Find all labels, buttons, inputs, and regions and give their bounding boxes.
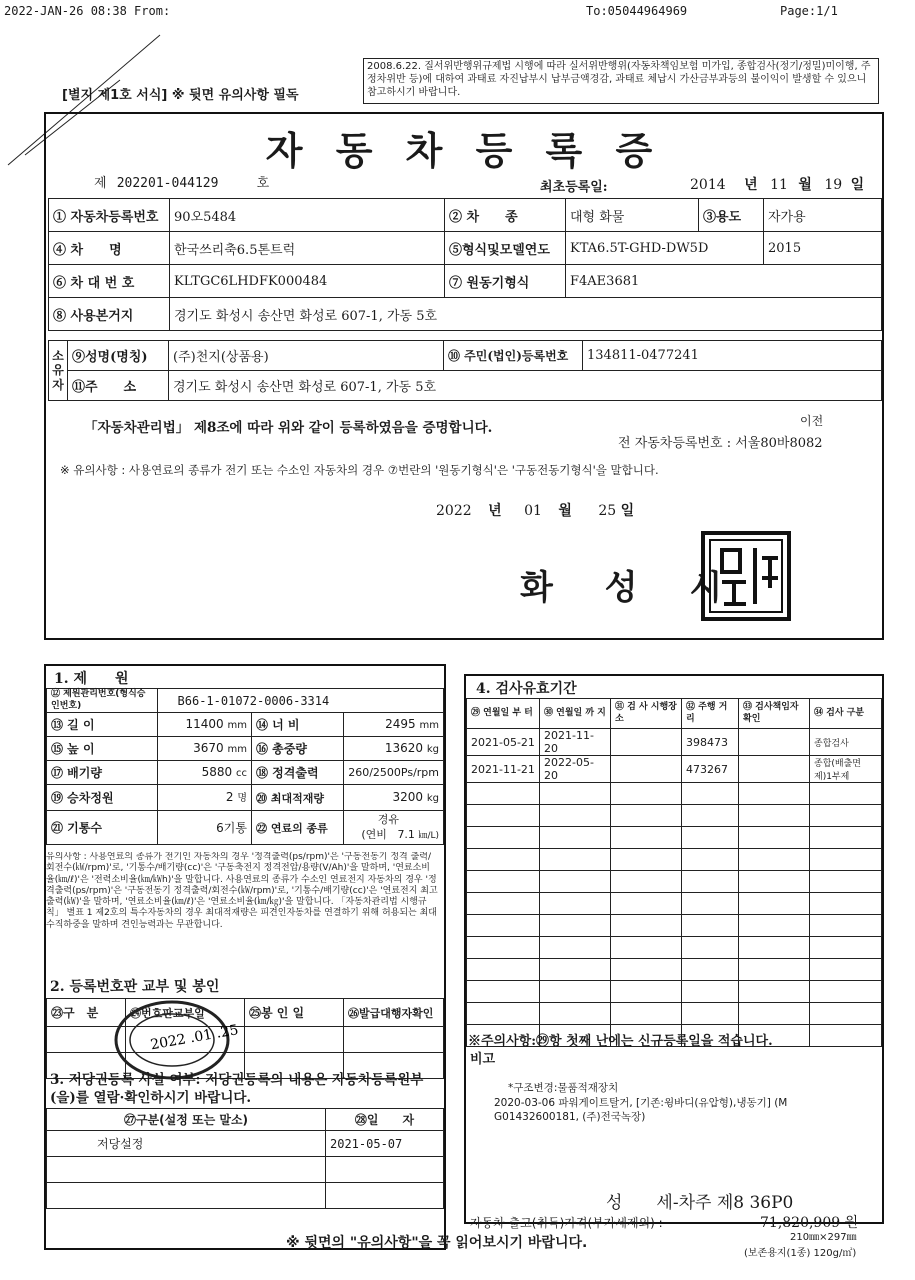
spec-note: 유의사항 : 사용연료의 종류가 전기인 자동차의 경우 '정격출력(ps/rpm)'은 '구동전동기 정격 출력/회전수(㎾/rpm)'로, '기통수/배기량(cc)'은 '구동축전지 정격전압/용량(V/Ah)'을 말하며, '연료소비율(㎞/ℓ)'은 '전력소비율(㎞/㎾h)'을 말합니다. 사용연료의 종류가 수소인 연료전지 자동차의 경우 '정격출력(ps/rpm)'은 '구동전동기 정격출력/회전수(㎾/rpm)'로, '기통수/배기량(cc)'은 '연료전지 최고출력(㎾)'을 말하며, '연료소비율(㎞/ℓ)'은 '연료소비율(㎞/㎏)'을 말합니다. 「자동차관리법 시행규칙」 별표 1 제2호의 특수자동차의 경우 최대적재량은 피견인자동차를 연결하기 위해 허용되는 최대 수직하중을 말하며 견인능력과는 무관합니다. bbox=[46, 852, 438, 930]
inspect-cell-place bbox=[611, 783, 682, 805]
inspect-cell-km bbox=[682, 805, 739, 827]
year-value: 2015 bbox=[764, 232, 882, 265]
inspect-cell-km bbox=[682, 981, 739, 1003]
fax-date: 2022-JAN-26 08:38 From: bbox=[4, 4, 171, 18]
inspect-cell-km bbox=[682, 959, 739, 981]
inspect-col-officer: ㉝ 검사책임자 확인 bbox=[739, 699, 810, 729]
inspect-cell-place bbox=[611, 937, 682, 959]
inspect-cell-to bbox=[540, 915, 611, 937]
handwritten-sign: 성 세-차주 제8 36P0 bbox=[606, 1193, 794, 1213]
owner-name-value: (주)천지(상품용) bbox=[169, 341, 444, 371]
inspect-cell-place bbox=[611, 729, 682, 756]
inspect-row bbox=[467, 937, 882, 959]
inspect-cell-km bbox=[682, 937, 739, 959]
owner-side-label: 소유자 bbox=[49, 341, 68, 401]
seats-value: 2 bbox=[225, 789, 234, 804]
form-label: [별지 제1호 서식] ※ 뒷면 유의사항 필독 bbox=[62, 88, 299, 103]
page-title: 자 동 차 등 록 증 bbox=[265, 128, 663, 173]
reg-number-line bbox=[94, 172, 269, 191]
owner-addr-value: 경기도 화성시 송산면 화성로 607-1, 가동 5호 bbox=[169, 371, 882, 401]
inspect-cell-km bbox=[682, 827, 739, 849]
inspect-cell-place bbox=[611, 915, 682, 937]
spec-heading: 1. 제 원 bbox=[54, 671, 129, 687]
width-cell bbox=[344, 713, 444, 737]
inspect-col-from: ㉙ 연월일 부 터 bbox=[467, 699, 540, 729]
model-value: 한국쓰리축6.5톤트럭 bbox=[170, 232, 445, 265]
inspect-cell-to bbox=[540, 893, 611, 915]
inspect-cell-to bbox=[540, 871, 611, 893]
inspect-cell-officer bbox=[739, 1003, 810, 1025]
plates-col-agent: ㉖발급대행자확인 bbox=[344, 999, 444, 1027]
plate-label: ① 자동차등록번호 bbox=[49, 199, 170, 232]
inspect-cell-officer bbox=[739, 849, 810, 871]
inspect-cell-to: 2022-05-20 bbox=[540, 756, 611, 783]
month-label: 월 bbox=[798, 177, 812, 193]
first-reg-date bbox=[690, 174, 864, 194]
inspect-row bbox=[467, 783, 882, 805]
inspect-cell-place bbox=[611, 827, 682, 849]
owner-addr-label: ⑪주 소 bbox=[68, 371, 169, 401]
inspect-row bbox=[467, 981, 882, 1003]
seats-cell bbox=[157, 785, 251, 811]
load-label: ⑳ 최대적재량 bbox=[251, 785, 343, 811]
inspect-cell-to bbox=[540, 827, 611, 849]
vin-value: KLTGC6LHDFK000484 bbox=[170, 265, 445, 298]
year-model-label: ⑤형식및모델연도 bbox=[445, 232, 566, 265]
efficiency-line bbox=[348, 828, 439, 842]
inspect-cell-officer bbox=[739, 827, 810, 849]
inspect-cell-officer bbox=[739, 756, 810, 783]
load-cell bbox=[344, 785, 444, 811]
inspect-cell-km: 398473 bbox=[682, 729, 739, 756]
fuel-value: 경유 bbox=[377, 813, 399, 827]
inspect-cell-place bbox=[611, 959, 682, 981]
paper-size: 210㎜×297㎜ bbox=[790, 1232, 857, 1243]
cyl-value: 6기통 bbox=[157, 811, 251, 845]
inspect-cell-officer bbox=[739, 783, 810, 805]
inspect-cell-kind bbox=[810, 937, 882, 959]
inspect-cell-from: 2021-11-21 bbox=[467, 756, 540, 783]
inspect-col-to: ㉚ 연월일 까 지 bbox=[540, 699, 611, 729]
vin-label: ⑥ 차 대 번 호 bbox=[49, 265, 170, 298]
reg-no-prefix: 제 bbox=[94, 176, 107, 191]
weight-unit: kg bbox=[426, 743, 439, 755]
inspect-cell-kind bbox=[810, 893, 882, 915]
mortgage-heading: 3. 저당권등록 사실 여부: 저당권등록의 내용은 자동차등록원부(을)를 열람·확인하시기 바랍니다. bbox=[50, 1072, 424, 1106]
issue-day-label: 일 bbox=[620, 503, 635, 519]
base-value: 경기도 화성시 송산면 화성로 607-1, 가동 5호 bbox=[170, 298, 882, 331]
mortgage-col-kind: ㉗구분(설정 또는 말소) bbox=[47, 1109, 326, 1131]
inspect-row bbox=[467, 959, 882, 981]
prev-label: 이전 bbox=[800, 414, 824, 428]
inspect-row bbox=[467, 849, 882, 871]
inspect-col-kind: ㉞ 검사 구분 bbox=[810, 699, 882, 729]
inspect-cell-place bbox=[611, 805, 682, 827]
seats-label: ⑲ 승차정원 bbox=[47, 785, 158, 811]
engine-label: ⑦ 원동기형식 bbox=[445, 265, 566, 298]
issue-year-label: 년 bbox=[488, 503, 502, 519]
disp-unit: cc bbox=[235, 767, 247, 779]
plates-col-date: ㉔번호판교부일 bbox=[126, 999, 245, 1027]
plates-col-kind: ㉓구 분 bbox=[47, 999, 126, 1027]
inspect-cell-from bbox=[467, 805, 540, 827]
inspect-cell-kind bbox=[810, 827, 882, 849]
year-model-value: KTA6.5T-GHD-DW5D bbox=[566, 232, 764, 265]
inspect-cell-to: 2021-11-20 bbox=[540, 729, 611, 756]
inspect-cell-to bbox=[540, 937, 611, 959]
type-value: 대형 화물 bbox=[566, 199, 699, 232]
inspect-cell-to bbox=[540, 959, 611, 981]
inspect-cell-km bbox=[682, 893, 739, 915]
inspect-cell-officer bbox=[739, 893, 810, 915]
inspect-note: ※주의사항:㉙항 첫째 난에는 신규등록일을 적습니다. bbox=[468, 1034, 773, 1049]
law-statement: 「자동차관리법」 제8조에 따라 위와 같이 등록하였음을 증명합니다. bbox=[84, 420, 493, 436]
inspect-cell-from bbox=[467, 871, 540, 893]
inspect-row bbox=[467, 893, 882, 915]
plates-table bbox=[46, 998, 444, 1079]
length-unit: mm bbox=[227, 719, 247, 731]
inspect-cell-place bbox=[611, 893, 682, 915]
inspect-cell-from bbox=[467, 893, 540, 915]
height-label: ⑮ 높 이 bbox=[47, 737, 158, 761]
official-seal-icon bbox=[700, 530, 792, 622]
inspect-row bbox=[467, 871, 882, 893]
issue-day: 25 bbox=[598, 503, 617, 519]
inspect-cell-from bbox=[467, 849, 540, 871]
fax-page: Page:1/1 bbox=[780, 4, 838, 18]
inspect-cell-kind bbox=[810, 915, 882, 937]
cyl-label: ㉑ 기통수 bbox=[47, 811, 158, 845]
inspect-cell-kind bbox=[810, 783, 882, 805]
inspect-cell-kind: 종합(배출면제)1부제 bbox=[810, 756, 882, 783]
inspect-cell-from bbox=[467, 937, 540, 959]
usage-notice: ※ 유의사항 : 사용연료의 종류가 전기 또는 수소인 자동차의 경우 ⑦번란의 '원동기형식'은 '구동전동기형식'을 말합니다. bbox=[60, 463, 659, 477]
inspect-cell-kind bbox=[810, 849, 882, 871]
mortgage-col-date: ㉘일 자 bbox=[326, 1109, 444, 1131]
year-label: 년 bbox=[744, 177, 758, 193]
first-reg-label: 최초등록일: bbox=[540, 180, 608, 195]
spec-no-label: ⑫ 제원관리번호(형식승인번호) bbox=[47, 689, 158, 713]
eff-prefix: (연비 bbox=[361, 827, 387, 841]
power-value: 260/2500Ps/rpm bbox=[344, 761, 444, 785]
inspect-cell-officer bbox=[739, 729, 810, 756]
width-unit: mm bbox=[419, 719, 439, 731]
issue-year: 2022 bbox=[436, 503, 472, 519]
inspect-cell-km: 473267 bbox=[682, 756, 739, 783]
fuel-cell bbox=[344, 811, 444, 845]
inspect-cell-kind: 종합검사 bbox=[810, 729, 882, 756]
load-unit: kg bbox=[426, 792, 439, 804]
base-label: ⑧ 사용본거지 bbox=[49, 298, 170, 331]
plates-col-seal: ㉕봉 인 일 bbox=[245, 999, 344, 1027]
power-label: ⑱ 정격출력 bbox=[251, 761, 343, 785]
inspect-cell-km bbox=[682, 1003, 739, 1025]
inspect-cell-to bbox=[540, 849, 611, 871]
inspect-cell-kind bbox=[810, 871, 882, 893]
weight-cell bbox=[344, 737, 444, 761]
issue-month-label: 월 bbox=[558, 503, 572, 519]
registration-table bbox=[48, 198, 882, 331]
inspect-row bbox=[467, 729, 882, 756]
svg-text:2022 .01 .25: 2022 .01 .25 bbox=[149, 1022, 240, 1054]
fuel-label: ㉒ 연료의 종류 bbox=[251, 811, 343, 845]
plate-value: 90오5484 bbox=[170, 199, 445, 232]
inspect-cell-from bbox=[467, 827, 540, 849]
inspect-cell-km bbox=[682, 871, 739, 893]
day-label: 일 bbox=[850, 177, 865, 193]
engine-value: F4AE3681 bbox=[566, 265, 882, 298]
height-cell bbox=[157, 737, 251, 761]
height-unit: mm bbox=[227, 743, 247, 755]
inspect-cell-km bbox=[682, 849, 739, 871]
inspect-heading: 4. 검사유효기간 bbox=[476, 681, 577, 697]
remark-2: 2020-03-06 파워게이트탈거, [기존:윙바디(유압형),냉동기] (M G01432600181, (주)전국녹장) bbox=[494, 1097, 788, 1124]
inspect-col-km: ㉜ 주행 거리 bbox=[682, 699, 739, 729]
spec-table bbox=[46, 688, 444, 845]
inspect-cell-place bbox=[611, 756, 682, 783]
plates-heading: 2. 등록번호판 교부 및 봉인 bbox=[50, 979, 220, 995]
inspect-cell-kind bbox=[810, 981, 882, 1003]
owner-id-label: ⑩ 주민(법인)등록번호 bbox=[444, 341, 583, 371]
use-value: 자가용 bbox=[764, 199, 882, 232]
spec-no-value: B66-1-01072-0006-3314 bbox=[157, 689, 443, 713]
reg-no-suffix: 호 bbox=[256, 176, 270, 191]
remark-1: *구조변경:물품적재장치 bbox=[508, 1082, 619, 1094]
inspect-cell-officer bbox=[739, 981, 810, 1003]
reg-no: 202201-044129 bbox=[116, 176, 219, 191]
price-label: 자동차 출고(취득)가격(부가세제외) : bbox=[470, 1216, 663, 1230]
inspect-row bbox=[467, 1003, 882, 1025]
inspect-cell-km bbox=[682, 915, 739, 937]
inspect-cell-officer bbox=[739, 937, 810, 959]
use-label: ③용도 bbox=[699, 199, 764, 232]
inspect-row bbox=[467, 805, 882, 827]
inspect-cell-officer bbox=[739, 915, 810, 937]
inspect-cell-to bbox=[540, 981, 611, 1003]
length-cell bbox=[157, 713, 251, 737]
disp-label: ⑰ 배기량 bbox=[47, 761, 158, 785]
inspect-row bbox=[467, 756, 882, 783]
inspect-cell-place bbox=[611, 849, 682, 871]
inspect-cell-from: 2021-05-21 bbox=[467, 729, 540, 756]
inspect-col-place: ㉛ 검 사 시행장소 bbox=[611, 699, 682, 729]
inspect-cell-officer bbox=[739, 805, 810, 827]
issue-month: 01 bbox=[524, 503, 542, 519]
eff-unit: ㎞/L) bbox=[418, 830, 439, 841]
inspect-cell-from bbox=[467, 959, 540, 981]
prev-reg: 전 자동차등록번호 : 서울80바8082 bbox=[618, 436, 823, 451]
inspect-row bbox=[467, 915, 882, 937]
mortgage-table bbox=[46, 1108, 444, 1209]
inspect-cell-from bbox=[467, 1003, 540, 1025]
owner-name-label: ⑨성명(명칭) bbox=[68, 341, 169, 371]
mortgage-kind: 저당설정 bbox=[47, 1131, 326, 1157]
remark-label: 비고 bbox=[470, 1052, 496, 1067]
weight-value: 13620 bbox=[384, 740, 424, 755]
inspect-cell-km bbox=[682, 783, 739, 805]
inspect-cell-to bbox=[540, 783, 611, 805]
inspect-cell-kind bbox=[810, 959, 882, 981]
disp-value: 5880 bbox=[201, 764, 233, 779]
notice-box: 2008.6.22. 질서위반행위규제법 시행에 따라 실서위반행위(자동차책임보험 미가입, 종합검사(정기/정밀)미이행, 주정차위반 등)에 대하여 과태료 자진납부시 납부금액경감, 과태료 체납시 가산금부과등의 불이익이 발생할 수 있으니 참고하시기 바랍니다. bbox=[363, 58, 879, 104]
inspect-cell-place bbox=[611, 981, 682, 1003]
seats-unit: 명 bbox=[237, 792, 247, 804]
inspect-cell-from bbox=[467, 915, 540, 937]
fax-to: To:05044964969 bbox=[586, 4, 688, 18]
type-label: ② 차 종 bbox=[445, 199, 566, 232]
owner-id-value: 134811-0477241 bbox=[583, 341, 882, 371]
load-value: 3200 bbox=[392, 789, 424, 804]
owner-table bbox=[48, 340, 882, 401]
disp-cell bbox=[157, 761, 251, 785]
inspect-cell-officer bbox=[739, 959, 810, 981]
first-reg-month: 11 bbox=[770, 177, 788, 193]
height-value: 3670 bbox=[193, 740, 224, 755]
inspect-cell-kind bbox=[810, 805, 882, 827]
width-value: 2495 bbox=[385, 716, 416, 731]
footer-notice: ※ 뒷면의 "유의사항"을 꼭 읽어보시기 바랍니다. bbox=[286, 1235, 588, 1251]
inspect-cell-place bbox=[611, 871, 682, 893]
first-reg-day: 19 bbox=[824, 177, 843, 193]
mortgage-date: 2021-05-07 bbox=[326, 1131, 444, 1157]
inspect-cell-kind bbox=[810, 1003, 882, 1025]
issue-date bbox=[436, 500, 634, 520]
paper-type: (보존용지(1종) 120g/㎡) bbox=[744, 1248, 857, 1259]
price-value: 71,820,909 원 bbox=[760, 1215, 859, 1231]
inspect-cell-officer bbox=[739, 871, 810, 893]
inspect-cell-to bbox=[540, 805, 611, 827]
inspect-row bbox=[467, 827, 882, 849]
width-label: ⑭ 너 비 bbox=[251, 713, 343, 737]
inspect-table bbox=[466, 698, 882, 1047]
weight-label: ⑯ 총중량 bbox=[251, 737, 343, 761]
issuer: 화 성 시 bbox=[520, 568, 743, 608]
inspect-cell-to bbox=[540, 1003, 611, 1025]
first-reg-year: 2014 bbox=[690, 177, 726, 193]
model-label: ④ 차 명 bbox=[49, 232, 170, 265]
inspect-cell-kind bbox=[810, 1025, 882, 1047]
inspect-cell-place bbox=[611, 1003, 682, 1025]
length-value: 11400 bbox=[185, 716, 224, 731]
inspect-cell-from bbox=[467, 783, 540, 805]
inspect-cell-from bbox=[467, 981, 540, 1003]
length-label: ⑬ 길 이 bbox=[47, 713, 158, 737]
eff-value: 7.1 bbox=[397, 827, 415, 841]
